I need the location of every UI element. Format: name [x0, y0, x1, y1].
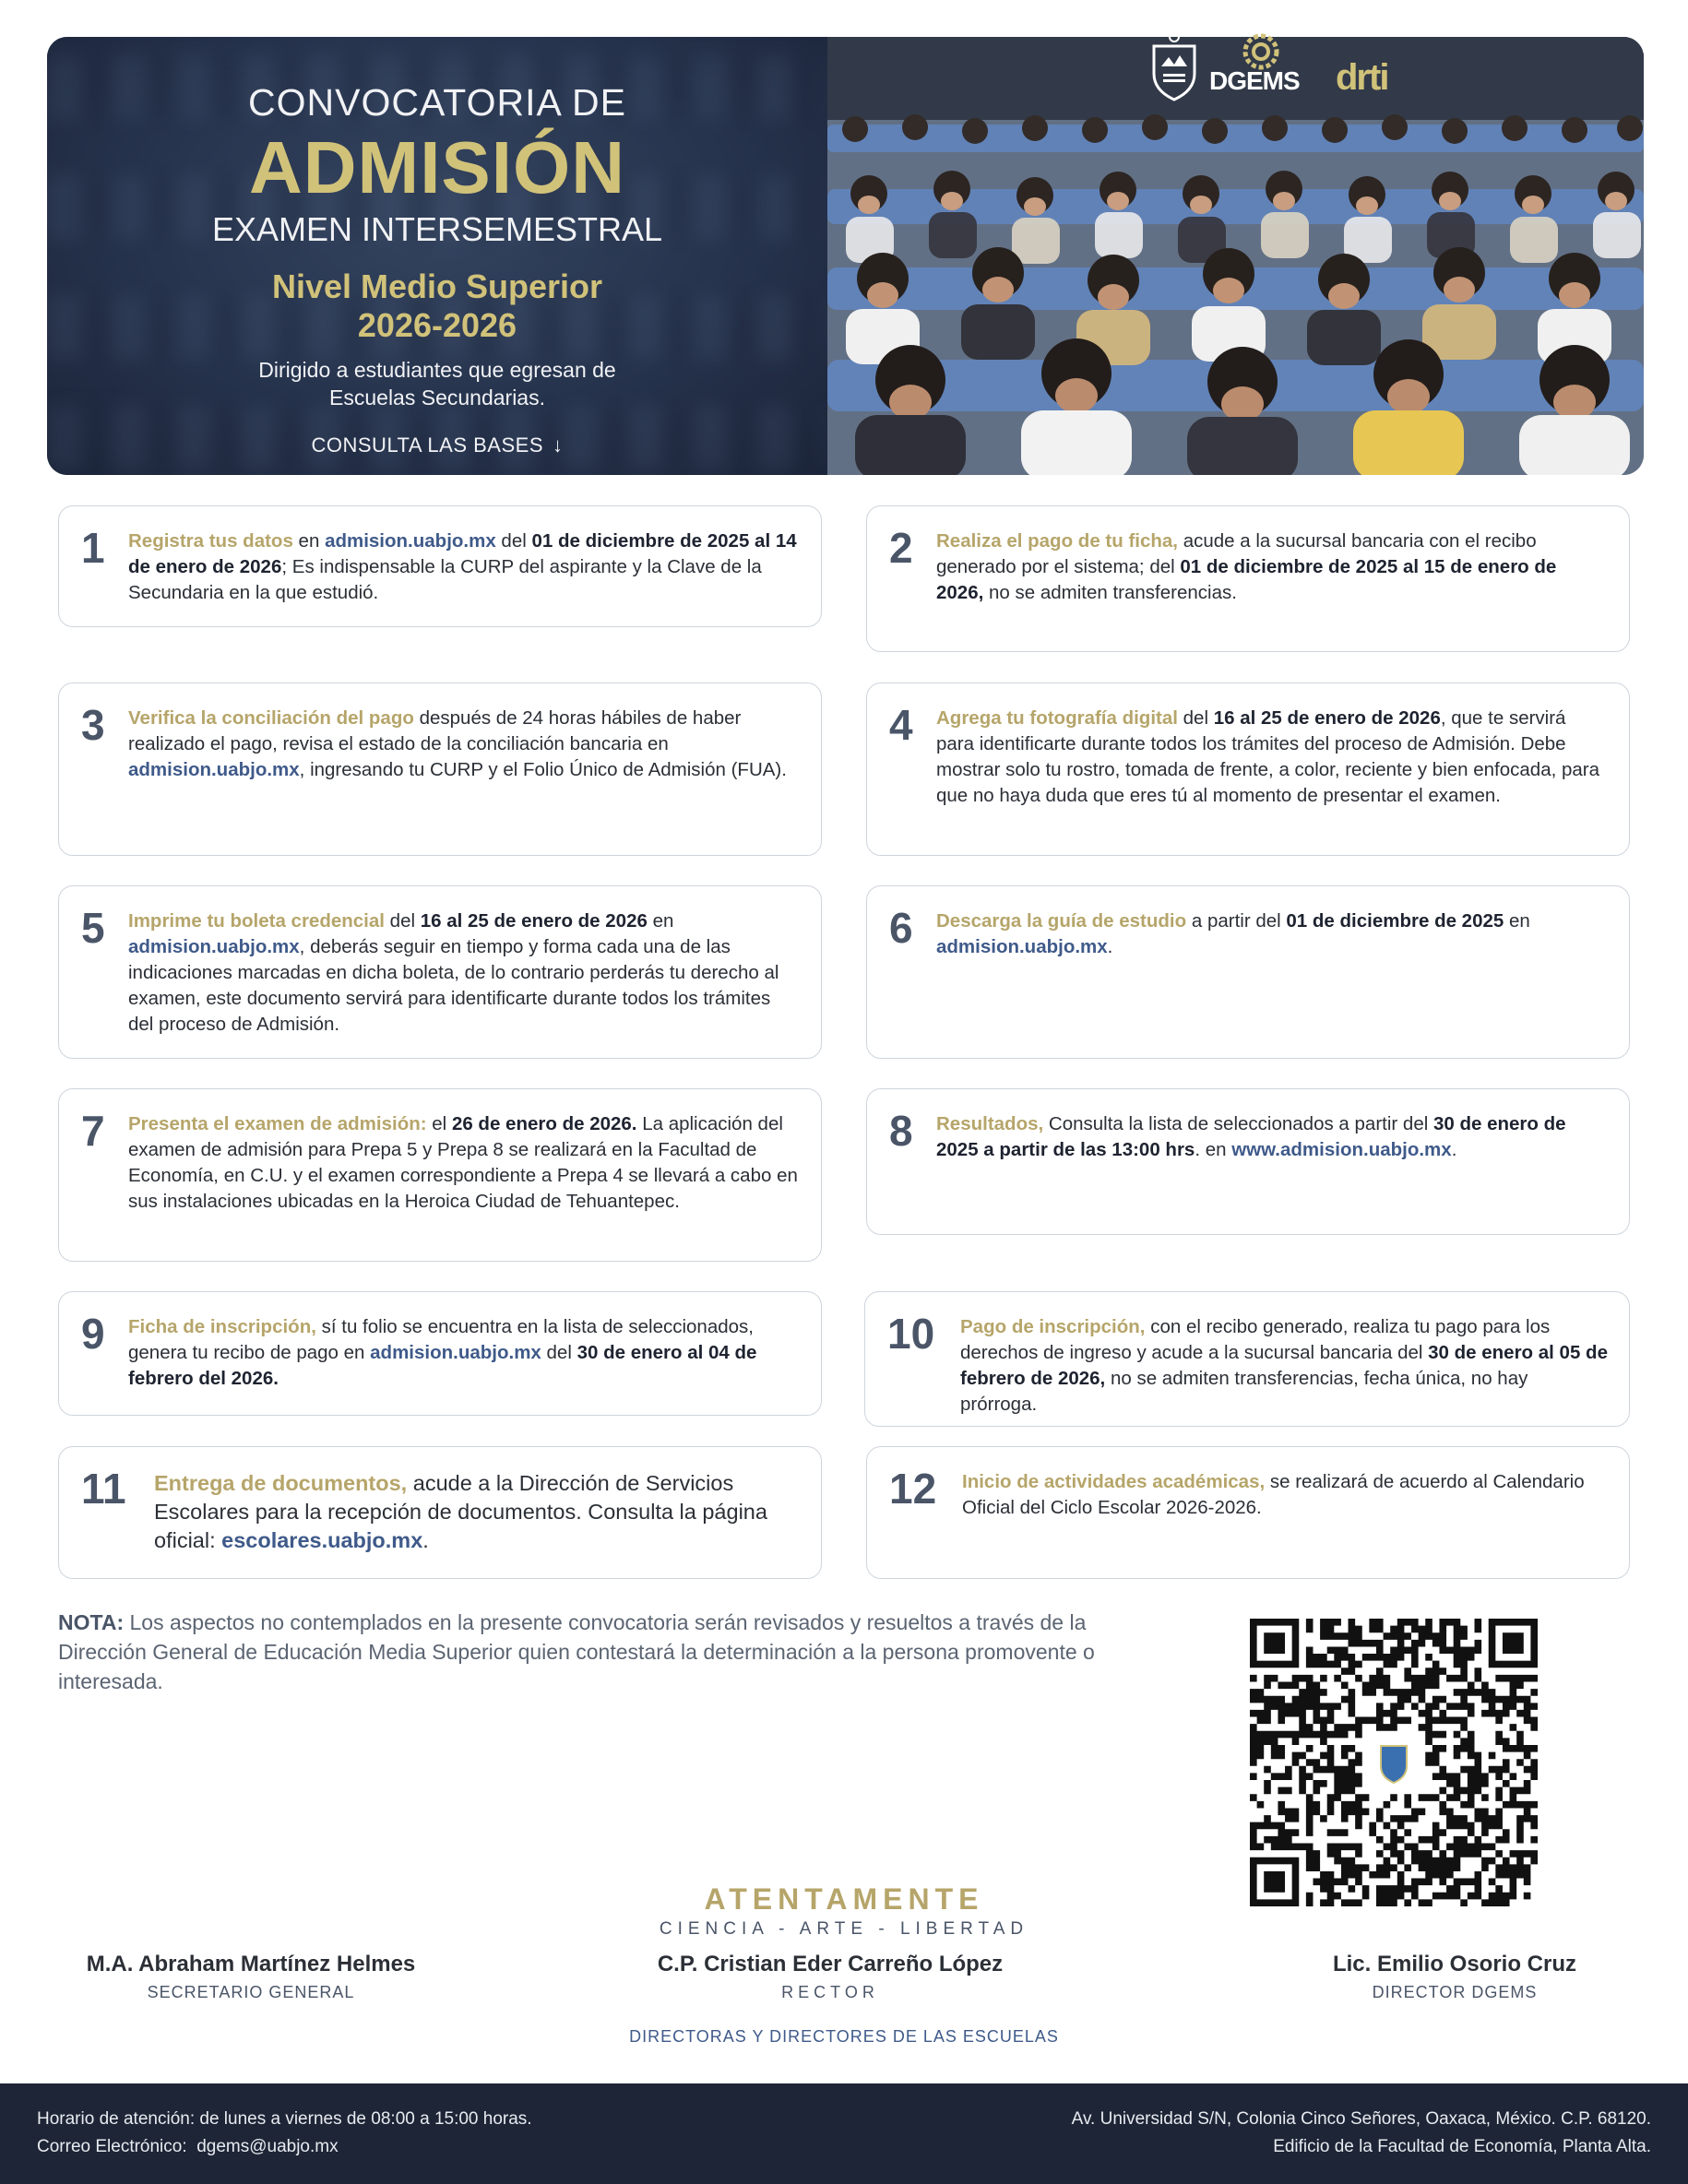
signer-secretario: M.A. Abraham Martínez Helmes SECRETARIO GENERAL [86, 1952, 416, 2001]
step-card-10 [864, 1291, 1630, 1427]
office-hours: Horario de atención: de lunes a viernes de 08:00 a 15:00 horas. [37, 2109, 532, 2129]
directors-line: DIRECTORAS Y DIRECTORES DE LAS ESCUELAS [629, 2027, 1059, 2046]
step-card-3 [58, 682, 822, 856]
step-text: Entrega de documentos, acude a la Dirección de Servicios Escolares para la recepción de documentos. Consulta la página oficial: escolares.uabjo.mx. [154, 1471, 767, 1552]
step-card-6 [866, 885, 1630, 1059]
step-card-12 [866, 1446, 1630, 1579]
hero-years: 2026-2026 [357, 306, 517, 344]
step-card-8 [866, 1088, 1630, 1235]
step-text: Ficha de inscripción, sí tu folio se encuentra en la lista de seleccionados, genera tu recibo de pago en admision.uabjo.mx del 30 de enero al 04 de febrero del 2026. [128, 1316, 757, 1389]
note-paragraph: NOTA: Los aspectos no contemplados en la presente convocatoria serán revisados y resueltos a través de la Dirección General de Educación Media Superior quien contestará la determinación a la persona promovente o interesada. [58, 1610, 1095, 1693]
address-line: Av. Universidad S/N, Colonia Cinco Señores, Oaxaca, México. C.P. 68120. [1071, 2109, 1651, 2129]
step-text: Realiza el pago de tu ficha, acude a la sucursal bancaria con el recibo generado por el sistema; del 01 de diciembre de 2025 al 15 de enero de 2026, no se admiten transferencias. [936, 530, 1557, 603]
step-text: Imprime tu boleta credencial del 16 al 25 de enero de 2026 en admision.uabjo.mx, deberás seguir en tiempo y forma cada una de las indicaciones marcadas en dicha boleta, de lo contrario perderás tu derecho al examen, este documento servirá para identificarte durante todos los trámites del proceso de Admisión. [128, 910, 779, 1035]
step-card-11 [58, 1446, 822, 1579]
arrow-down-icon: ↓ [553, 433, 564, 457]
step-text: Registra tus datos en admision.uabjo.mx del 01 de diciembre de 2025 al 14 de enero de 2026; Es indispensable la CURP del aspirante y la Clave de la Secundaria en la que estudió. [128, 530, 797, 603]
hero-dirigido: Dirigido a estudiantes que egresan de Escuelas Secundarias. [258, 358, 616, 410]
consulta-bases-link[interactable]: CONSULTA LAS BASES ↓ [311, 433, 564, 457]
escolares-link[interactable]: escolares.uabjo.mx [221, 1528, 423, 1552]
step-text: Pago de inscripción, con el recibo generado, realiza tu pago para los derechos de ingreso y acude a la sucursal bancaria del 30 de enero al 05 de febrero de 2026, no se admiten transferencias, fecha única, no hay prórroga. [960, 1316, 1608, 1415]
step-number: 9 [81, 1310, 105, 1358]
signer-rector: C.P. Cristian Eder Carreño López RECTOR [657, 1952, 1004, 2001]
step-text: Inicio de actividades académicas, se realizará de acuerdo al Calendario Oficial del Ciclo Escolar 2026-2026. [962, 1471, 1585, 1518]
step-number: 6 [889, 904, 913, 952]
students-exam-photo [827, 37, 1644, 475]
hero-title-line1: CONVOCATORIA DE [248, 81, 626, 124]
step-card-9 [58, 1291, 822, 1416]
results-link[interactable]: www.admision.uabjo.mx [1231, 1139, 1452, 1160]
dgems-logo: DGEMS [1209, 66, 1300, 95]
hero-banner [47, 37, 1644, 475]
email-line: Correo Electrónico: dgems@uabjo.mx [37, 2137, 339, 2156]
university-motto: CIENCIA - ARTE - LIBERTAD [659, 1919, 1029, 1939]
footer-address [1072, 2106, 1651, 2161]
signer-director: Lic. Emilio Osorio Cruz DIRECTOR DGEMS [1332, 1952, 1577, 2001]
atentamente-heading: ATENTAMENTE [704, 1882, 984, 1916]
admision-link[interactable]: admision.uabjo.mx [128, 936, 300, 957]
step-card-7 [58, 1088, 822, 1262]
dgems-sunflower-icon [1242, 33, 1279, 70]
admision-link[interactable]: admision.uabjo.mx [325, 530, 496, 552]
admision-link[interactable]: admision.uabjo.mx [370, 1342, 541, 1363]
building-line: Edificio de la Facultad de Economía, Planta Alta. [1273, 2137, 1651, 2156]
step-number: 7 [81, 1107, 105, 1155]
step-card-5 [58, 885, 822, 1059]
uabjo-seal-icon [1147, 30, 1202, 103]
hero-title-exam: EXAMEN INTERSEMESTRAL [211, 210, 663, 248]
step-number: 11 [81, 1465, 126, 1513]
hero-title-panel [47, 37, 827, 475]
hero-title-admision: ADMISIÓN [249, 126, 625, 208]
hero-nivel: Nivel Medio Superior [271, 267, 603, 305]
step-number: 2 [889, 524, 913, 572]
step-number: 5 [81, 904, 105, 952]
step-card-2 [866, 505, 1630, 652]
step-number: 12 [889, 1465, 937, 1513]
step-number: 1 [81, 524, 105, 572]
step-text: Verifica la conciliación del pago después de 24 horas hábiles de haber realizado el pago, revisa el estado de la conciliación bancaria en admision.uabjo.mx, ingresando tu CURP y el Folio Único de Admisión (FUA). [128, 707, 787, 780]
step-text: Agrega tu fotografía digital del 16 al 25 de enero de 2026, que te servirá para identificarte durante todos los trámites del proceso de Admisión. Debe mostrar solo tu rostro, tomada de frente, a color, reciente y bien enfocada, para que no haya duda que eres tú al momento de presentar el examen. [936, 707, 1600, 806]
step-card-4 [866, 682, 1630, 856]
step-card-1 [58, 505, 822, 627]
qr-code[interactable] [1250, 1619, 1538, 1906]
step-text: Presenta el examen de admisión: el 26 de enero de 2026. La aplicación del examen de admisión para Prepa 5 y Prepa 8 se realizará en la Facultad de Economía, en C.U. y el examen correspondiente a Prepa 4 se llevará a cabo en sus instalaciones ubicadas en la Heroica Ciudad de Tehuantepec. [128, 1113, 798, 1212]
step-number: 4 [889, 701, 913, 749]
step-number: 3 [81, 701, 105, 749]
drti-logo: drti [1336, 57, 1388, 98]
step-text: Resultados, Consulta la lista de seleccionados a partir del 30 de enero de 2025 a partir de las 13:00 hrs. en www.admision.uabjo.mx. [936, 1113, 1566, 1160]
admision-link[interactable]: admision.uabjo.mx [128, 759, 300, 780]
step-number: 8 [889, 1107, 913, 1155]
step-number: 10 [887, 1310, 935, 1358]
email-link[interactable]: dgems@uabjo.mx [196, 2137, 339, 2156]
step-text: Descarga la guía de estudio a partir del 01 de diciembre de 2025 en admision.uabjo.mx. [936, 910, 1530, 957]
footer-bar [0, 2083, 1688, 2184]
footer-contact [37, 2106, 532, 2161]
admision-link[interactable]: admision.uabjo.mx [936, 936, 1108, 957]
